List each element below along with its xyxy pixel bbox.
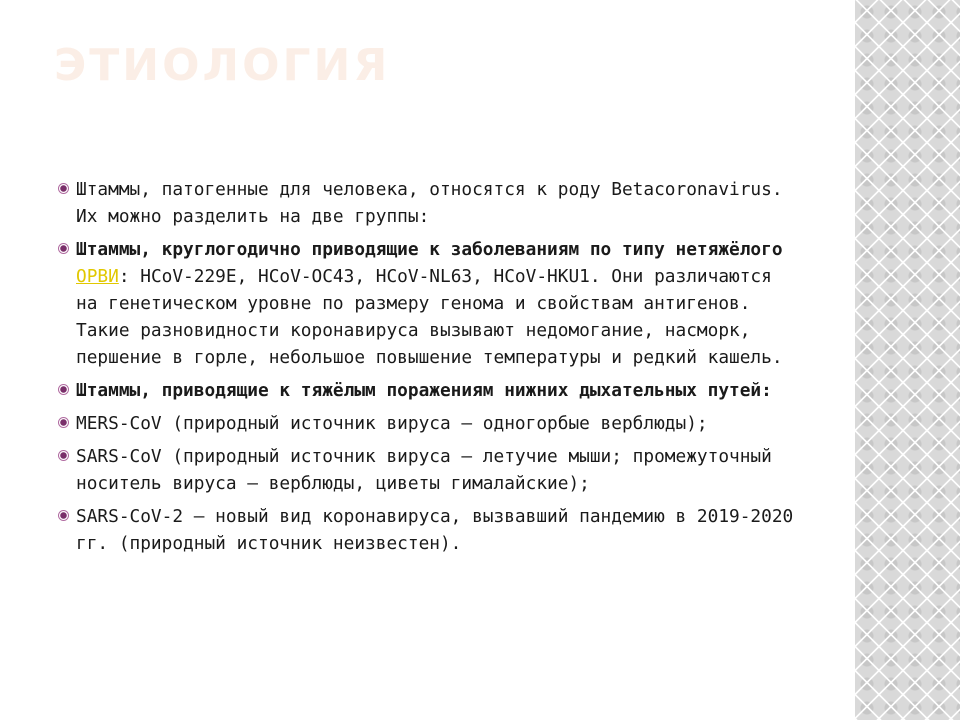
circle-bullet-icon <box>58 183 69 194</box>
bullet-item-groups <box>56 176 800 230</box>
decorative-side-pattern <box>855 0 960 720</box>
bullet-list <box>56 176 800 563</box>
bullet-bold-text: Штаммы, приводящие к тяжёлым поражениям нижних дыхательных путей: <box>76 380 772 401</box>
bullet-text: SARS-CoV (природный источник вируса — летучие мыши; промежуточный носитель вируса — верблюды, циветы гималайские); <box>76 446 772 494</box>
bullet-text: : HCoV-229E, HCoV-OC43, HCoV-NL63, HCoV-HKU1. Они различаются на генетическом уровне по размеру генома и свойствам антигенов. Такие разновидности коронавируса вызывают недомогание, насморк, першение в горле, небольшое повышение температуры и редкий кашель. <box>76 266 783 368</box>
bullet-item-severe-strains <box>56 377 800 404</box>
bullet-item-mers <box>56 410 800 437</box>
bullet-bold-text: Штаммы, круглогодично приводящие к заболеваниям по типу нетяжёлого <box>76 239 783 260</box>
orvi-link[interactable]: ОРВИ <box>76 266 119 287</box>
bullet-text: Штаммы, патогенные для человека, относятся к роду Betacoronavirus. Их можно разделить на две группы: <box>76 179 783 227</box>
circle-bullet-icon <box>58 417 69 428</box>
bullet-item-sars <box>56 443 800 497</box>
bullet-text: MERS-CoV (природный источник вируса — одногорбые верблюды); <box>76 413 708 434</box>
circle-bullet-icon <box>58 510 69 521</box>
bullet-item-sars-cov-2 <box>56 503 800 557</box>
circle-bullet-icon <box>58 243 69 254</box>
bullet-text: SARS-CoV-2 — новый вид коронавируса, вызвавший пандемию в 2019-2020 гг. (природный источник неизвестен). <box>76 506 794 554</box>
circle-bullet-icon <box>58 384 69 395</box>
slide-title: ЭТИОЛОГИЯ <box>54 40 391 91</box>
circle-bullet-icon <box>58 450 69 461</box>
bullet-item-seasonal-strains <box>56 236 800 371</box>
